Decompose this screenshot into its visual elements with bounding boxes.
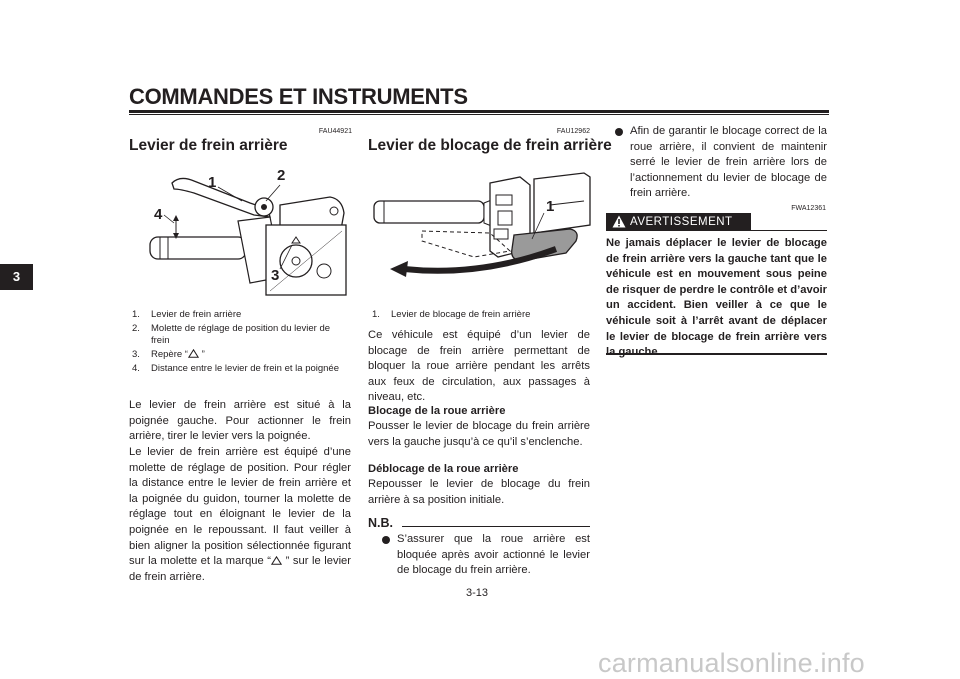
- warning-rule: [751, 230, 827, 231]
- caption-item: 1. Levier de blocage de frein arrière: [372, 309, 531, 320]
- callout-1: 1: [546, 198, 555, 215]
- page-number: 3-13: [466, 587, 489, 599]
- bullet-dot-icon: [615, 128, 623, 136]
- nb-rule: [402, 526, 590, 527]
- lock-text: Pousser le levier de blocage du frein arrière vers la gauche jusqu’à ce qu’il s’enclenche.: [368, 420, 590, 448]
- brake-lever-adjust-text: Le levier de frein arrière est équipé d’une molette de réglage de position. Pour régler la distance entre le levier de frein arrière et la poignée du guidon, tourner la molette de réglage tout en éloignant le levier de la poignée en le repoussant. Il faut veiller à bien aligner la position sélectionnée figurant sur la molette et la marque “ ” sur le levier de frein arrière.: [129, 446, 351, 583]
- brake-lock-lever-illustration: [370, 165, 592, 300]
- callout-4: 4: [154, 206, 163, 223]
- page-header-title: COMMANDES ET INSTRUMENTS: [129, 84, 468, 109]
- header-rule: [129, 110, 829, 113]
- section-code: FAU12962: [556, 128, 590, 135]
- warning-badge: AVERTISSEMENT: [606, 213, 751, 231]
- caption-item: 2. Molette de réglage de position du levier de frein: [132, 323, 331, 346]
- caption-item: 1. Levier de frein arrière: [132, 309, 242, 320]
- warning-code: FWA12361: [791, 205, 826, 212]
- brake-lock-intro: Ce véhicule est équipé d’un levier de blocage de frein arrière permettant de bloquer la roue arrière pendant les arrêts aux feux de circulation, aux passages à niveau, etc.: [368, 329, 590, 404]
- section-code: FAU44921: [318, 128, 352, 135]
- caption-item: 4. Distance entre le levier de frein et la poignée: [132, 363, 340, 374]
- callout-2: 2: [277, 167, 286, 184]
- section-title-brake-lock: Levier de blocage de frein arrière: [368, 137, 612, 154]
- unlock-text: Repousser le levier de blocage du frein arrière à sa position initiale.: [368, 478, 590, 506]
- callout-3: 3: [271, 267, 280, 284]
- bullet-dot-icon: [382, 536, 390, 544]
- watermark: carmanualsonline.info: [598, 648, 865, 678]
- nb-bullet: S’assurer que la roue arrière est bloquée après avoir actionné le levier de blocage du frein arrière.: [380, 532, 590, 579]
- nb-label: N.B.: [368, 516, 393, 530]
- right-bullet: Afin de garantir le blocage correct de la roue arrière, il convient de maintenir serré le levier de frein arrière lors de l’actionnement du levier de blocage de frein arrière.: [613, 124, 827, 202]
- chapter-tab: 3: [0, 264, 33, 290]
- caption-item: 3. Repère “ ”: [132, 349, 205, 360]
- section-title-brake-lever: Levier de frein arrière: [129, 137, 288, 154]
- callout-1: 1: [208, 174, 217, 191]
- triangle-mark-icon: [271, 556, 282, 565]
- warning-triangle-icon: [612, 215, 626, 228]
- figure-caption-list: [372, 309, 590, 323]
- header-rule-thin: [129, 114, 829, 115]
- triangle-mark-icon: [188, 349, 199, 358]
- brake-lever-illustration: [130, 165, 352, 300]
- lock-heading: Blocage de la roue arrière: [368, 405, 506, 417]
- figure-caption-list: [132, 309, 350, 377]
- unlock-heading: Déblocage de la roue arrière: [368, 463, 519, 475]
- warning-bottom-rule: [606, 353, 827, 355]
- warning-text: Ne jamais déplacer le levier de blocage de frein arrière vers la gauche tant que le véhicule est en mouvement sous peine de risquer de perdre le contrôle et d’avoir un accident. Bien veiller à ce que le véhicule soit à l’arrêt avant de déplacer le levier de blocage de frein arrière vers: [606, 237, 827, 343]
- brake-lever-intro: Le levier de frein arrière est situé à la poignée gauche. Pour actionner le frein arrière, tirer le levier vers la poignée.: [129, 399, 351, 443]
